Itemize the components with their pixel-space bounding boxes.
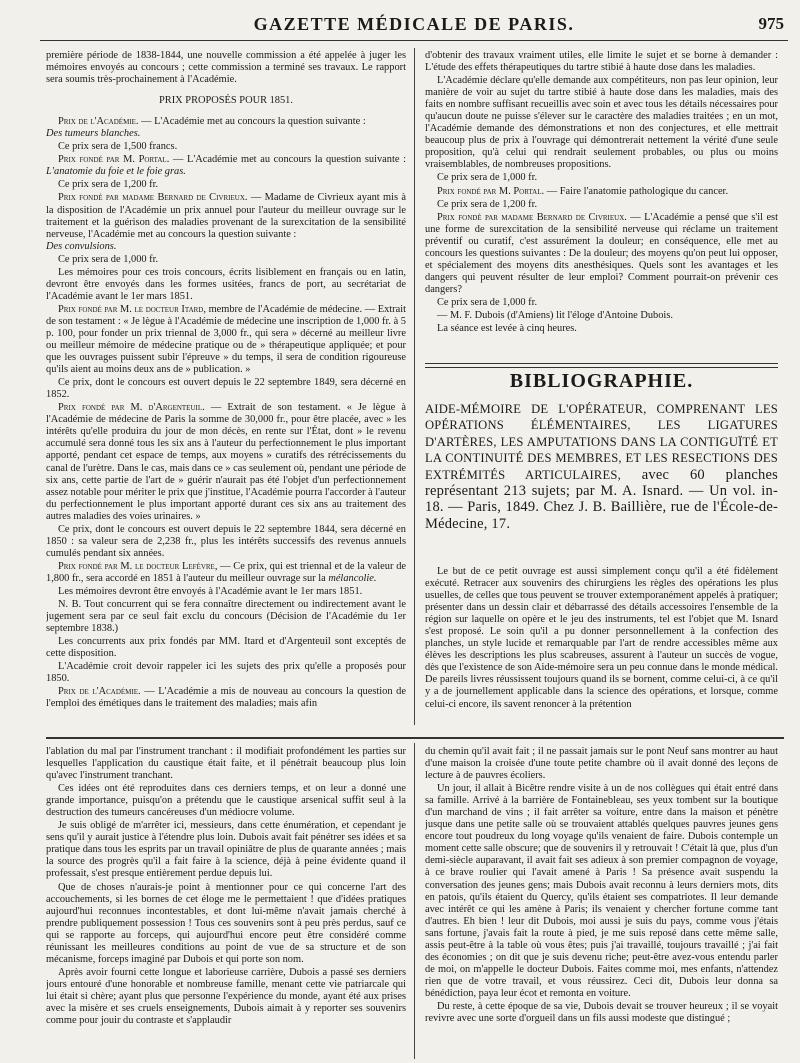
paragraph xyxy=(46,402,406,522)
paragraph-text: — L'Académie a pensé que s'il est une forme de surexcitation de la sensibilité nerveuse qui réclame un traitement préventif ou curatif, c'est assurément la douleur; en conséquence, elle met au concours les questions suivantes : De la douleur; des moyens qu'on peut lui opposer, et spécialement des moyens dits anesthésiques. Quels sont les avantages et les dangers qui peuvent résulter de leur emploi? Comment pourrait-on prévenir ces dangers? xyxy=(425,211,778,295)
prize-label: Prix fondé par M. d'Argenteuil. xyxy=(58,402,205,414)
paragraph: Du reste, à cette époque de sa vie, Dubois devait se trouver heureux ; il se voyait revivre avec une sorte d'orgueil dans un fils aussi modeste que distingué ; xyxy=(425,1000,778,1025)
paragraph: Un jour, il allait à Bicêtre rendre visite à un de nos collègues qui était entré dans sa famille. Arrivé à la barrière de Fontainebleau, ses yeux tombent sur la boutique d'un marchand de vins ; il fait arrêter sa voiture, entre dans la maison et pénètre jusque dans une petite salle où se trouvaient attablés quelques pauvres jeunes gens encore tout poudreux du long voyage qu'ils venaient de faire. Dubois contemple un moment cette salle obscure; que de souvenirs il y retrouvait ! C'était là que, plus d'un demi-siècle auparavant, il avait fait ses adieux à son premier compagnon de voyage, à ce brave roulier qui l'avait amené à Paris ! Sa présence avait suspendu la conversation des jeunes gens; mais Dubois avait reconnu à leurs derniers mots, dits en patois, qu'ils étaient du Quercy, qu'ils étaient ses compatriotes. Il leur demande avec intérêt ce qui les amène à Paris; ils venaient y chercher fortune comme tant d'autres. Eh bien ! leur dit Dubois, moi aussi je suis du pays, comme vous j'étais sans fortune, j'avais fait la route à pied, je me suis reposé dans cette même salle, assis peut-être à la table où vous êtes; puis j'ai travaillé, toujours travaillé ; j'ai fait des économies ; on dit que je suis devenu riche; peut-être avez-vous entendu parler de moi, on m'appelle le docteur Dubois. Faites comme moi, mes enfants, n'attendez rien que de votre travail, et vous réussirez. Ceci dit, Dubois leur donna sa bénédiction, paya leur écot et remonta en voiture. xyxy=(425,783,778,999)
book-title-caps: AIDE-MÉMOIRE DE L'OPÉRATEUR, COMPRENANT LES OPÉRATIONS ÉLÉMENTAIRES, LES LIGATURES D'ARTÈRES, LES AMPUTATIONS DANS LA CONTIGUÏTÉ ET LA CONTINUITÉ DES MEMBRES, ET LES RESECTIONS DES EXTRÉMITÉS ARTICULAIRES, xyxy=(425,402,778,482)
paragraph: La séance est levée à cinq heures. xyxy=(437,323,577,335)
paragraph-text: — L'Académie met au concours la question suivante : xyxy=(138,116,366,128)
paragraph-text: membre de l'Académie de médecine. — xyxy=(205,303,378,315)
paragraph xyxy=(46,154,406,178)
section-divider xyxy=(46,737,784,739)
prize-label: Prix fondé par M. Portal. xyxy=(437,185,545,197)
paragraph: Le but de ce petit ouvrage est aussi simplement conçu qu'il a été fidèlement exécuté. Retracer aux souvenirs des chirurgiens les règles des opérations les plus usuelles, de celles que tous peuvent se trouver extemporanément appelés à pratiquer; présenter dans un dessin clair et débarrassé des détails accessoires l'ensemble de la région sur laquelle on opère et le jeu des instruments, tel est l'objet que M. Isnard s'est proposé. Le soin qu'il a pu donner personnellement à la confection des planches, un style lucide et remarquable par l'art de rendre accessibles même aux élèves les descriptions les plus scabreuses, assurent à l'auteur un succès de vogue, dès que l'existence de son Aide-mémoire sera un peu connue dans le monde médical. De pareils livres réussissent toujours quand ils se bornent, comme celui-ci, à ce qu'il y a de journellement applicable dans la science des opérations, et lorsque, comme celui-ci encore, ils savent renoncer à la prétention xyxy=(425,566,778,710)
book-title xyxy=(425,401,778,559)
paragraph xyxy=(46,686,406,710)
book-title-details: avec 60 planches représentant 213 sujets; par M. A. Isnard. — Un vol. in-18. — Paris, 1849. Chez J. B. Baillière, rue de l'École-de-Médecine, 17. xyxy=(425,466,778,532)
column-top-right xyxy=(425,50,778,355)
paragraph-text: — Ce prix, qui est triennal et de la valeur de 1,800 fr., sera accordé en 1851 à l'auteur du meilleur ouvrage sur la xyxy=(46,560,406,584)
question-text: L'anatomie du foie et le foie gras. xyxy=(46,166,186,178)
paragraph-text: — L'Académie met au concours la question suivante : xyxy=(169,154,406,166)
paragraph xyxy=(425,212,778,296)
prize-label: Prix de l'Académie. xyxy=(58,116,139,128)
paragraph: l'ablation du mal par l'instrument tranchant : il modifiait profondément les parties sur lesquelles l'application du caustique était faite, et il pénétrait beaucoup plus loin qu'avec l'instrument tranchant. xyxy=(46,746,406,782)
paragraph: Ces idées ont été reproduites dans ces derniers temps, et on leur a donné une grande importance, puisqu'on a prétendu que le caustique arsenical suffit seul à la destruction des tumeurs cancéreuses d'un médiocre volume. xyxy=(46,783,406,819)
paragraph: Les mémoires devront être envoyés à l'Académie avant le 1er mars 1851. xyxy=(58,585,363,597)
paragraph: L'Académie croit devoir rappeler ici les sujets des prix qu'elle a proposés pour 1850. xyxy=(46,661,406,685)
paragraph: — M. F. Dubois (d'Amiens) lit l'éloge d'Antoine Dubois. xyxy=(437,309,673,321)
paragraph: Les mémoires pour ces trois concours, écrits lisiblement en français ou en latin, devront être envoyés dans les formes usitées, francs de port, au secrétariat de l'Académie avant le 1er mars 1851. xyxy=(46,266,406,302)
paragraph-text: — L'Académie a mis de nouveau au concours la question de l'emploi des émétiques dans le traitement des maladies; mais afin xyxy=(46,686,406,710)
prize-amount: Ce prix sera de 1,000 fr. xyxy=(437,296,538,308)
question-text: Des tumeurs blanches. xyxy=(46,128,141,140)
paragraph: première période de 1838-1844, une nouvelle commission a été appelée à juger les mémoires envoyés au concours ; cette commission a terminé ses travaux. Le rapport sera soumis très-prochainement à l'Académie. xyxy=(46,50,406,86)
paragraph: Ce prix, dont le concours est ouvert depuis le 22 septembre 1849, sera décerné en 1852. xyxy=(46,377,406,401)
column-divider-bottom xyxy=(414,743,415,1059)
paragraph: N. B. Tout concurrent qui se fera connaître directement ou indirectement avant le jugement sera par ce seul fait exclu du concours (Décision de l'Académie du 1er septembre 1838.) xyxy=(46,599,406,635)
paragraph: d'obtenir des travaux vraiment utiles, elle limite le sujet et se borne à demander : L'étude des effets thérapeutiques du tartre stibié à haute dose dans les maladies. xyxy=(425,50,778,74)
paragraph xyxy=(46,116,406,140)
paragraph-text: — Faire l'anatomie pathologique du cancer. xyxy=(544,185,729,197)
paragraph: Ce prix, dont le concours est ouvert depuis le 22 septembre 1844, sera décerné en 1850 : sa valeur sera de 2,238 fr., plus les intérêts successifs des revenus annuels cumulés pendant six années. xyxy=(46,523,406,559)
prize-label: Prix fondé par M. Portal. xyxy=(58,154,170,166)
prize-amount: Ce prix sera de 1,500 francs. xyxy=(58,141,178,153)
paragraph: Que de choses n'aurais-je point à mentionner pour ce qui concerne l'art des accouchements, si les bornes de cet éloge me le permettaient ! que d'idées pratiques aujourd'hui reconnues incontestables, et dont lui-même n'avait jamais cherché à prendre publiquement possession ! Tous ces souvenirs sont à peu près perdus, sauf ce qui se rapporte au forceps, qui aujourd'hui encore peut être considéré comme réunissant les meilleures conditions au point de vue de sa structure et de son mécanisme, forceps imaginé par Dubois et qui porte son nom. xyxy=(46,881,406,965)
paragraph: Les concurrents aux prix fondés par MM. Itard et d'Argenteuil sont exceptés de cette disposition. xyxy=(46,636,406,660)
column-divider-top xyxy=(414,48,415,725)
column-bottom-left xyxy=(46,746,406,1058)
bibliography-review xyxy=(425,566,778,724)
prize-label: Prix fondé par M. le docteur Itard, xyxy=(58,303,206,315)
paragraph-text: — Madame de Civrieux ayant mis à la disposition de l'Académie un prix annuel pour l'auteur du meilleur ouvrage sur le traitement et la guérison des maladies provenant de la surexcitation de la sensibilité nerveuse, l'Académie met au concours la question suivante : xyxy=(46,192,406,240)
bibliography-rule xyxy=(425,363,778,368)
prize-amount: Ce prix sera de 1,000 fr. xyxy=(437,172,538,184)
prize-label: Prix fondé par M. le docteur Lefèvre, xyxy=(58,560,218,572)
prize-label: Prix fondé par madame Bernard de Civrieux. xyxy=(437,211,627,223)
prize-label: Prix fondé par madame Bernard de Civrieux. xyxy=(58,192,248,204)
paragraph-text: — Extrait de son testament. « Je lègue à l'Académie de médecine de Paris la somme de 30,000 fr., pour être placée, avec » les intérêts qu'elle produira du jour de mon décès, en rente sur l'État, dont » le revenu accumulé sera donné tous les six ans à l'auteur du perfectionnement le plus important apporté, pendant cet espace de temps, aux moyens » curatifs des rétrécissements du canal de l'urètre. Dans le cas, mais dans ce » cas seulement où, pendant une période de six ans, cette partie de l'art de » guérir n'aurait pas été l'objet d'un perfectionnement assez notable pour mériter le prix que j'institue, l'Académie pourra l'accorder à l'auteur du perfectionnement le plus important apporté durant ces six ans au traitement des autres maladies des voies urinaires. » xyxy=(46,402,406,522)
prize-amount: Ce prix sera de 1,000 fr. xyxy=(58,253,159,265)
paragraph xyxy=(46,192,406,252)
prize-label: Prix de l'Académie. xyxy=(58,686,141,698)
question-text: mélancolie. xyxy=(328,572,377,584)
paragraph xyxy=(46,304,406,376)
prize-amount: Ce prix sera de 1,200 fr. xyxy=(437,198,538,210)
paragraph: L'Académie déclare qu'elle demande aux compétiteurs, non pas leur opinion, leur manière de voir au sujet du tartre stibié à haute dose dans les maladies, mais des faits en nombre suffisant recueillis avec soin et avec tous les détails nécessaires pour qu'aucun doute ne puisse s'élever sur le caractère des maladies traitées ; en un mot, l'Académie demande des démonstrations et non des conjectures, et elle mettrait beaucoup plus de prix à l'ouvrage qui démontrerait nettement la vérité d'une seule proposition, qu'à celui qui rendrait seulement probables, ou plus ou moins vraisemblables, de nombreuses propositions. xyxy=(425,75,778,171)
prize-amount: Ce prix sera de 1,200 fr. xyxy=(58,179,159,191)
section-heading: PRIX PROPOSÉS POUR 1851. xyxy=(159,95,293,107)
paragraph: Après avoir fourni cette longue et laborieuse carrière, Dubois a passé ses derniers jours entouré d'une honorable et nombreuse famille, menant cette vie patriarcale qui lui était si chère; ayant plus que personne l'expérience du monde, ayant été aux prises avec la misère et ses cruels enseignements, Dubois aimait à y reporter ses souvenirs comme pour jouir du contraste et s'applaudir xyxy=(46,966,406,1027)
page-number: 975 xyxy=(758,14,784,33)
journal-title: GAZETTE MÉDICALE DE PARIS. xyxy=(253,14,575,34)
column-top-left xyxy=(46,50,406,722)
testament-quote: Extrait de son testament : « Je lègue à l'Académie de médecine une inscription de 1,000 fr. à 5 p. 100, pour fonder un prix triennal de 3,000 fr., qui sera » décerné au meilleur livre ou meilleur mémoire de médecine pratique ou de » thérapeutique appliquée; et pour que les ouvrages puissent subir l'épreuve » du temps, il sera de condition rigoureuse qu'ils aient au moins deux ans de » publication. » xyxy=(46,303,406,376)
paragraph: Je suis obligé de m'arrêter ici, messieurs, dans cette énumération, et cependant je sens qu'il y aurait justice à l'étendre plus loin. Dubois avait fait pénétrer ses idées et sa pratique dans tous les esprits par un travail opiniâtre de plus de quarante années ; mais la source des progrès qu'il a fait faire à la science, déjà à peine évidente quand il professait, s'est presque entièrement perdue depuis lui. xyxy=(46,820,406,880)
paragraph: du chemin qu'il avait fait ; il ne passait jamais sur le pont Neuf sans montrer au haut d'une maison la croisée d'une toute petite chambre où il avait donné des leçons de lecture à de pauvres écoliers. xyxy=(425,746,778,782)
paragraph xyxy=(46,561,406,585)
page-header xyxy=(40,14,788,41)
bibliography-heading: BIBLIOGRAPHIE. xyxy=(509,370,694,392)
column-bottom-right xyxy=(425,746,778,1058)
paragraph xyxy=(425,186,778,198)
question-text: Des convulsions. xyxy=(46,240,117,252)
